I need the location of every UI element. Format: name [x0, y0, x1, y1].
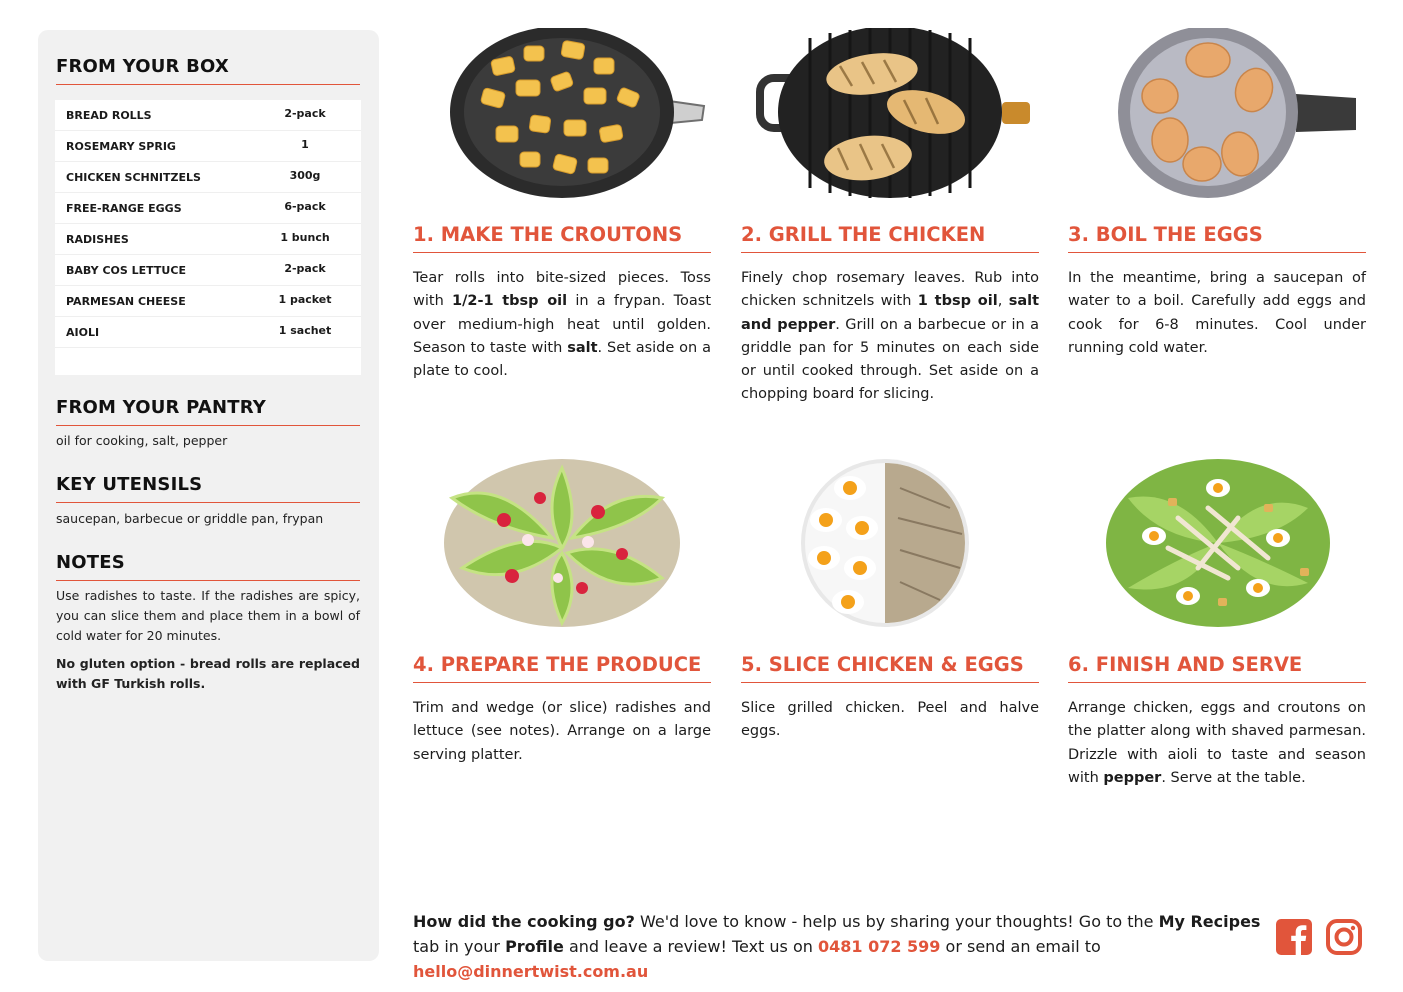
ingredient-name: BREAD ROLLS	[66, 109, 152, 122]
text-segment: ,	[997, 293, 1009, 310]
ingredient-name: ROSEMARY SPRIG	[66, 140, 176, 153]
text-segment: . Set aside on a plate to cool.	[413, 339, 711, 380]
text-segment: Arrange chicken, eggs and croutons on the platter along with shaved parmesan. Drizzle with aioli to taste and season with	[1068, 700, 1366, 786]
ingredient-qty: 300g	[289, 169, 321, 182]
text-segment: We'd love to know - help us by sharing your thoughts! Go to the	[634, 912, 1159, 931]
text-segment: or send an email to	[940, 937, 1101, 956]
utensils-text: saucepan, barbecue or griddle pan, frypan	[56, 511, 324, 526]
text-segment: in a frypan. Toast over medium-high heat until golden. Season to taste with	[413, 293, 712, 356]
finished-caesar-salad-image	[1068, 458, 1368, 628]
step-5-title: 5. SLICE CHICKEN & EGGS	[741, 653, 1039, 683]
ingredient-name: BABY COS LETTUCE	[66, 264, 186, 277]
table-row	[55, 317, 361, 348]
ingredient-name: AIOLI	[66, 326, 100, 339]
table-row	[55, 131, 361, 162]
step-4-title: 4. PREPARE THE PRODUCE	[413, 653, 711, 683]
facebook-icon[interactable]	[1275, 918, 1313, 956]
step-5-text	[741, 697, 1039, 744]
notes-text: Use radishes to taste. If the radishes are spicy, you can slice them and place them in a bowl of cold water for 20 minutes.	[56, 588, 360, 643]
text-segment: tab in your	[413, 937, 506, 956]
text-segment: . Serve at the table.	[1161, 769, 1306, 786]
step-6-title: 6. FINISH AND SERVE	[1068, 653, 1366, 683]
bold-text: salt	[567, 339, 598, 356]
bold-text: 1 tbsp oil	[917, 293, 998, 310]
table-row	[55, 193, 361, 224]
ingredient-qty: 2-pack	[284, 107, 326, 120]
text-segment: . Grill on a barbecue or in a griddle pan for 5 minutes on each side or until cooked through. Set aside on a chopping board for slicing.	[741, 316, 1039, 403]
bold-text: How did the cooking go?	[413, 912, 635, 931]
step-4-text	[413, 697, 711, 767]
text-segment: Tear rolls into bite-sized pieces. Toss with	[413, 270, 711, 310]
ingredient-name: FREE-RANGE EGGS	[66, 202, 182, 215]
chicken-on-griddle-pan-image	[740, 28, 1040, 198]
table-row	[55, 224, 361, 255]
ingredient-name: RADISHES	[66, 233, 129, 246]
table-row	[55, 286, 361, 317]
step-1-title: 1. MAKE THE CROUTONS	[413, 223, 711, 253]
bold-text: My Recipes	[1158, 912, 1261, 931]
ingredient-qty: 1 packet	[278, 293, 332, 306]
step-1-text	[413, 267, 711, 383]
text-segment: Slice grilled chicken. Peel and halve eggs.	[741, 700, 1039, 740]
feedback-footer	[413, 909, 1263, 984]
ingredients-sidebar	[38, 30, 379, 961]
pantry-heading: FROM YOUR PANTRY	[56, 397, 360, 426]
contact-link[interactable]: hello@dinnertwist.com.au	[413, 962, 649, 981]
bold-text: Profile	[505, 937, 564, 956]
ingredient-name: PARMESAN CHEESE	[66, 295, 186, 308]
text-segment: In the meantime, bring a saucepan of water to a boil. Carefully add eggs and cook for 6-8 minutes. Cool under running cold water.	[1068, 270, 1366, 356]
table-row	[55, 162, 361, 193]
ingredient-qty: 1	[301, 138, 309, 151]
step-6-text	[1068, 697, 1366, 790]
ingredient-qty: 6-pack	[284, 200, 326, 213]
bold-text: pepper	[1103, 769, 1162, 786]
croutons-in-frypan-image	[412, 28, 712, 198]
contact-link[interactable]: 0481 072 599	[817, 937, 941, 956]
text-segment: and leave a review! Text us on	[563, 937, 818, 956]
bold-text: salt and pepper	[741, 293, 1040, 333]
step-2-title: 2. GRILL THE CHICKEN	[741, 223, 1039, 253]
sliced-chicken-and-eggs-plate-image	[740, 458, 1040, 628]
step-3-text	[1068, 267, 1366, 360]
text-segment: Finely chop rosemary leaves. Rub into chicken schnitzels with	[741, 270, 1039, 310]
ingredient-name: CHICKEN SCHNITZELS	[66, 171, 201, 184]
table-row	[55, 100, 361, 131]
bold-text: 1/2-1 tbsp oil	[451, 293, 568, 310]
ingredient-qty: 1 sachet	[278, 324, 332, 337]
utensils-heading: KEY UTENSILS	[56, 474, 360, 503]
ingredients-table	[55, 100, 361, 375]
lettuce-and-radish-platter-image	[412, 458, 712, 628]
eggs-in-saucepan-image	[1068, 28, 1368, 198]
notes-heading: NOTES	[56, 552, 360, 581]
ingredient-qty: 1 bunch	[280, 231, 330, 244]
table-row	[55, 255, 361, 286]
step-2-text	[741, 267, 1039, 407]
box-heading: FROM YOUR BOX	[56, 56, 360, 85]
step-3-title: 3. BOIL THE EGGS	[1068, 223, 1366, 253]
text-segment: Trim and wedge (or slice) radishes and lettuce (see notes). Arrange on a large serving platter.	[413, 700, 711, 763]
notes-bold-text: No gluten option - bread rolls are replaced with GF Turkish rolls.	[56, 656, 360, 691]
notes-gluten-free	[56, 654, 360, 694]
ingredient-qty: 2-pack	[284, 262, 326, 275]
pantry-text: oil for cooking, salt, pepper	[56, 433, 228, 448]
instagram-icon[interactable]	[1325, 918, 1363, 956]
